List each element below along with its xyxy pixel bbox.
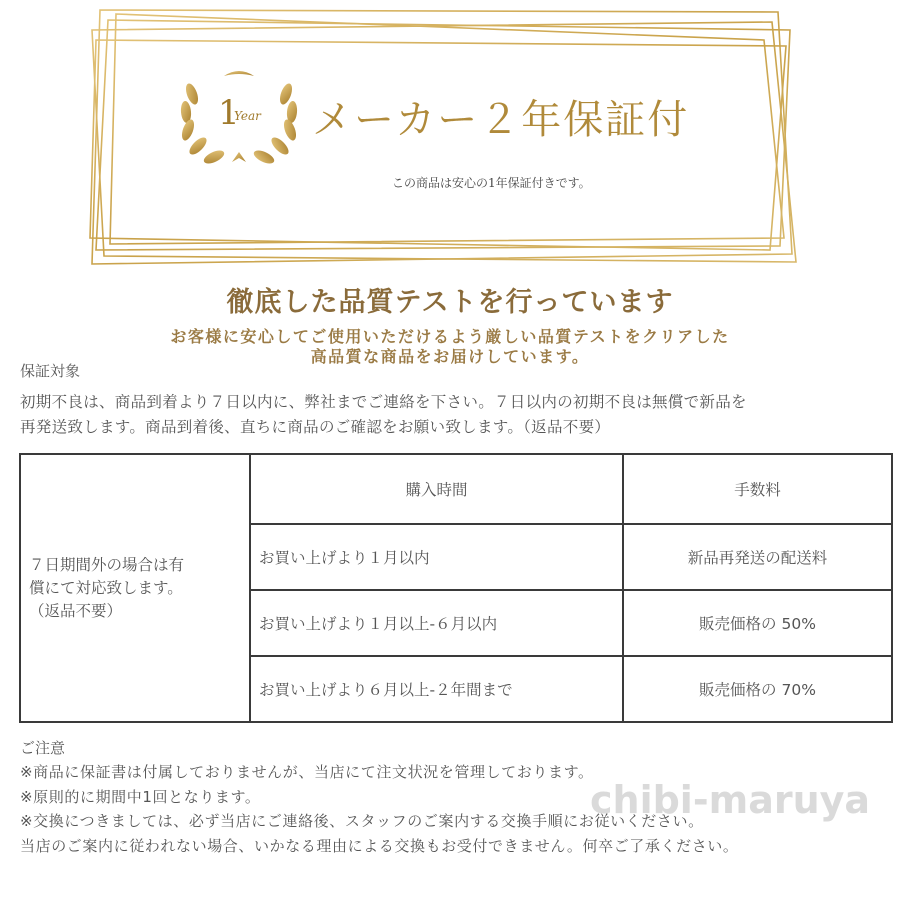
svg-text:Year: Year (234, 109, 261, 123)
condition-line: 償にて対応致します。 (29, 578, 183, 597)
condition-line: （返品不要） (29, 601, 123, 620)
warranty-target-label: 保証対象 (20, 362, 81, 380)
warranty-subtext: この商品は安心の1年保証付きです。 (392, 176, 591, 190)
note-item: ※商品に保証書は付属しておりませんが、当店にて注文状況を管理しております。 (20, 763, 594, 781)
condition-line: ７日期間外の場合は有 (29, 555, 185, 574)
warranty-headline: メーカー２年保証付 (312, 97, 690, 143)
notes-title: ご注意 (20, 739, 66, 757)
column-header-fee: 手数料 (623, 454, 892, 524)
warranty-paragraph-line: 再発送致します。商品到着後、直ちに商品のご確認をお願い致します。（返品不要） (20, 418, 611, 436)
quality-description-line: お客様に安心してご使用いただけるよう厳しい品質テストをクリアした (170, 327, 730, 346)
column-header-period: 購入時間 (250, 454, 623, 524)
fee-cell: 販売価格の 50% (623, 590, 892, 656)
quality-description-line: 高品質な商品をお届けしています。 (310, 347, 590, 366)
period-cell: お買い上げより６月以上-２年間まで (250, 656, 623, 722)
note-item: 当店のご案内に従われない場合、いかなる理由による交換もお受付できません。何卒ご了承ください。 (20, 836, 739, 855)
warranty-paragraph-line: 初期不良は、商品到着より７日以内に、弊社までご連絡を下さい。７日以内の初期不良は無償で新品を (20, 393, 747, 411)
warranty-banner (0, 0, 900, 272)
warranty-paragraph (20, 390, 890, 440)
condition-cell (20, 454, 250, 722)
fee-cell: 新品再発送の配送料 (623, 524, 892, 590)
fee-cell: 販売価格の 70% (623, 656, 892, 722)
quality-title: 徹底した品質テストを行っています (226, 287, 674, 318)
quality-description (0, 327, 900, 367)
note-item: ※原則的に期間中1回となります。 (20, 787, 261, 806)
note-item: ※交換につきましては、必ず当店にご連絡後、スタッフのご案内する交換手順にお従いください。 (20, 812, 704, 830)
period-cell: お買い上げより１月以上-６月以内 (250, 590, 623, 656)
table-header-row (20, 454, 892, 524)
period-cell: お買い上げより１月以内 (250, 524, 623, 590)
watermark: chibi-maruya (590, 778, 871, 822)
laurel-wreath-icon (172, 62, 306, 170)
svg-text:1: 1 (218, 93, 240, 133)
warranty-table (19, 453, 893, 723)
